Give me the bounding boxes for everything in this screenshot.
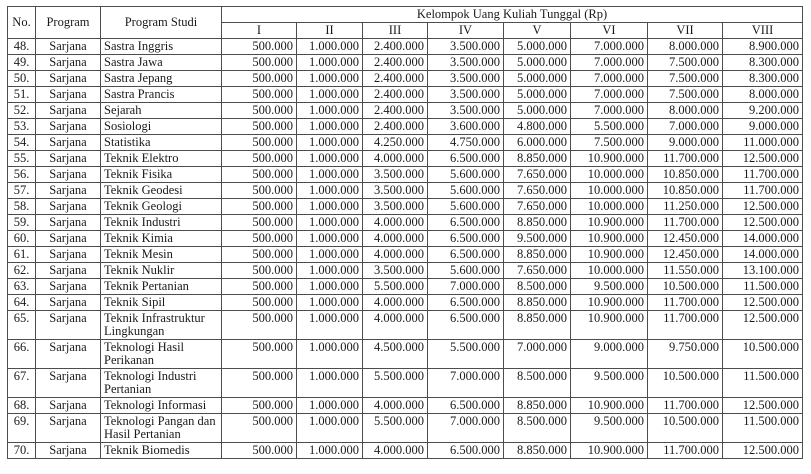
- cell-ukt-V: 5.000.000: [504, 55, 571, 71]
- cell-ukt-I: 500.000: [222, 263, 297, 279]
- cell-ukt-VI: 9.500.000: [571, 279, 648, 295]
- cell-ukt-VI: 9.500.000: [571, 369, 648, 398]
- cell-ukt-I: 500.000: [222, 135, 297, 151]
- cell-ukt-VI: 10.900.000: [571, 295, 648, 311]
- cell-ukt-VII: 10.850.000: [648, 167, 723, 183]
- cell-ukt-III: 2.400.000: [363, 39, 428, 55]
- cell-ukt-VII: 11.700.000: [648, 151, 723, 167]
- cell-ukt-VI: 7.000.000: [571, 103, 648, 119]
- cell-ukt-V: 7.650.000: [504, 199, 571, 215]
- cell-ukt-VII: 12.450.000: [648, 247, 723, 263]
- cell-ukt-IV: 6.500.000: [428, 247, 504, 263]
- cell-ukt-VI: 9.500.000: [571, 414, 648, 443]
- cell-ukt-VIII: 12.500.000: [723, 215, 803, 231]
- cell-ukt-IV: 6.500.000: [428, 311, 504, 340]
- table-row: [8, 215, 803, 231]
- cell-ukt-VIII: 12.500.000: [723, 151, 803, 167]
- cell-program-studi: Statistika: [101, 135, 222, 151]
- cell-program-studi: Teknik Pertanian: [101, 279, 222, 295]
- table-row: [8, 340, 803, 369]
- cell-no: 61.: [8, 247, 36, 263]
- cell-ukt-VIII: 13.100.000: [723, 263, 803, 279]
- cell-ukt-VI: 10.900.000: [571, 398, 648, 414]
- cell-ukt-II: 1.000.000: [297, 135, 363, 151]
- cell-ukt-VIII: 14.000.000: [723, 247, 803, 263]
- cell-ukt-II: 1.000.000: [297, 167, 363, 183]
- cell-ukt-IV: 3.500.000: [428, 71, 504, 87]
- cell-no: 48.: [8, 39, 36, 55]
- table-row: [8, 279, 803, 295]
- cell-program-studi: Teknik Nuklir: [101, 263, 222, 279]
- cell-no: 62.: [8, 263, 36, 279]
- cell-ukt-I: 500.000: [222, 231, 297, 247]
- cell-program: Sarjana: [36, 295, 101, 311]
- table-row: [8, 295, 803, 311]
- cell-program-studi: Sastra Inggris: [101, 39, 222, 55]
- cell-program-studi: Teknik Elektro: [101, 151, 222, 167]
- cell-ukt-IV: 6.500.000: [428, 215, 504, 231]
- cell-ukt-III: 4.000.000: [363, 215, 428, 231]
- cell-ukt-VI: 9.000.000: [571, 340, 648, 369]
- cell-ukt-VIII: 11.700.000: [723, 183, 803, 199]
- cell-ukt-VII: 7.500.000: [648, 55, 723, 71]
- col-header-ukt-group: Kelompok Uang Kuliah Tunggal (Rp): [222, 7, 803, 23]
- cell-ukt-VI: 10.000.000: [571, 263, 648, 279]
- col-header-level-VIII: VIII: [723, 23, 803, 39]
- table-row: [8, 443, 803, 459]
- cell-ukt-I: 500.000: [222, 311, 297, 340]
- cell-program: Sarjana: [36, 369, 101, 398]
- cell-ukt-VII: 7.500.000: [648, 87, 723, 103]
- col-header-program-studi: Program Studi: [101, 7, 222, 39]
- cell-ukt-IV: 6.500.000: [428, 295, 504, 311]
- cell-program: Sarjana: [36, 183, 101, 199]
- cell-ukt-VII: 10.500.000: [648, 414, 723, 443]
- table-row: [8, 39, 803, 55]
- cell-ukt-II: 1.000.000: [297, 71, 363, 87]
- col-header-level-III: III: [363, 23, 428, 39]
- cell-ukt-III: 4.000.000: [363, 151, 428, 167]
- cell-ukt-V: 7.650.000: [504, 263, 571, 279]
- cell-ukt-VI: 10.000.000: [571, 199, 648, 215]
- cell-ukt-II: 1.000.000: [297, 151, 363, 167]
- cell-ukt-VII: 10.500.000: [648, 369, 723, 398]
- cell-ukt-VIII: 11.000.000: [723, 135, 803, 151]
- cell-program-studi: Teknik Industri: [101, 215, 222, 231]
- cell-ukt-VI: 7.500.000: [571, 135, 648, 151]
- cell-ukt-VI: 7.000.000: [571, 55, 648, 71]
- cell-ukt-I: 500.000: [222, 443, 297, 459]
- cell-ukt-III: 2.400.000: [363, 119, 428, 135]
- col-header-no: No.: [8, 7, 36, 39]
- cell-ukt-VI: 5.500.000: [571, 119, 648, 135]
- table-row: [8, 103, 803, 119]
- cell-ukt-I: 500.000: [222, 151, 297, 167]
- cell-no: 59.: [8, 215, 36, 231]
- cell-ukt-VII: 11.700.000: [648, 443, 723, 459]
- cell-ukt-III: 2.400.000: [363, 71, 428, 87]
- cell-ukt-IV: 6.500.000: [428, 231, 504, 247]
- cell-ukt-VII: 8.000.000: [648, 103, 723, 119]
- table-row: [8, 369, 803, 398]
- col-header-level-II: II: [297, 23, 363, 39]
- cell-ukt-II: 1.000.000: [297, 119, 363, 135]
- cell-program: Sarjana: [36, 414, 101, 443]
- cell-ukt-II: 1.000.000: [297, 279, 363, 295]
- cell-ukt-VII: 8.000.000: [648, 39, 723, 55]
- cell-ukt-VIII: 8.000.000: [723, 87, 803, 103]
- cell-ukt-IV: 6.500.000: [428, 151, 504, 167]
- cell-ukt-IV: 5.600.000: [428, 183, 504, 199]
- cell-no: 60.: [8, 231, 36, 247]
- table-row: [8, 311, 803, 340]
- cell-ukt-IV: 5.600.000: [428, 263, 504, 279]
- cell-ukt-VIII: 12.500.000: [723, 311, 803, 340]
- cell-ukt-II: 1.000.000: [297, 103, 363, 119]
- cell-ukt-VII: 10.850.000: [648, 183, 723, 199]
- cell-ukt-II: 1.000.000: [297, 340, 363, 369]
- cell-ukt-V: 5.000.000: [504, 87, 571, 103]
- cell-ukt-III: 2.400.000: [363, 55, 428, 71]
- cell-program: Sarjana: [36, 340, 101, 369]
- cell-ukt-VIII: 12.500.000: [723, 443, 803, 459]
- cell-ukt-VII: 11.700.000: [648, 295, 723, 311]
- cell-ukt-IV: 3.500.000: [428, 39, 504, 55]
- cell-ukt-VI: 10.900.000: [571, 231, 648, 247]
- cell-program-studi: Teknik Geodesi: [101, 183, 222, 199]
- cell-ukt-V: 8.850.000: [504, 295, 571, 311]
- cell-ukt-I: 500.000: [222, 119, 297, 135]
- cell-ukt-II: 1.000.000: [297, 295, 363, 311]
- cell-ukt-IV: 3.500.000: [428, 55, 504, 71]
- cell-ukt-VI: 10.900.000: [571, 443, 648, 459]
- cell-ukt-II: 1.000.000: [297, 263, 363, 279]
- cell-ukt-IV: 7.000.000: [428, 279, 504, 295]
- cell-ukt-I: 500.000: [222, 215, 297, 231]
- cell-ukt-V: 7.650.000: [504, 167, 571, 183]
- cell-program-studi: Sastra Prancis: [101, 87, 222, 103]
- cell-program-studi: Sejarah: [101, 103, 222, 119]
- cell-program-studi: Teknologi Industri Pertanian: [101, 369, 222, 398]
- cell-ukt-IV: 5.600.000: [428, 167, 504, 183]
- cell-ukt-III: 4.000.000: [363, 398, 428, 414]
- cell-ukt-II: 1.000.000: [297, 39, 363, 55]
- cell-program: Sarjana: [36, 263, 101, 279]
- cell-ukt-III: 5.500.000: [363, 279, 428, 295]
- cell-ukt-VIII: 9.200.000: [723, 103, 803, 119]
- cell-ukt-III: 3.500.000: [363, 263, 428, 279]
- cell-no: 54.: [8, 135, 36, 151]
- cell-ukt-III: 3.500.000: [363, 199, 428, 215]
- cell-ukt-VIII: 12.500.000: [723, 398, 803, 414]
- cell-ukt-I: 500.000: [222, 87, 297, 103]
- cell-ukt-I: 500.000: [222, 39, 297, 55]
- cell-ukt-III: 2.400.000: [363, 87, 428, 103]
- cell-ukt-I: 500.000: [222, 71, 297, 87]
- cell-ukt-V: 7.650.000: [504, 183, 571, 199]
- cell-no: 55.: [8, 151, 36, 167]
- cell-ukt-V: 8.850.000: [504, 247, 571, 263]
- cell-ukt-II: 1.000.000: [297, 247, 363, 263]
- cell-ukt-I: 500.000: [222, 103, 297, 119]
- cell-ukt-VII: 7.000.000: [648, 119, 723, 135]
- cell-ukt-VIII: 11.500.000: [723, 369, 803, 398]
- cell-ukt-III: 2.400.000: [363, 103, 428, 119]
- cell-ukt-II: 1.000.000: [297, 183, 363, 199]
- table-row: [8, 135, 803, 151]
- cell-program: Sarjana: [36, 167, 101, 183]
- cell-ukt-VII: 7.500.000: [648, 71, 723, 87]
- cell-ukt-V: 8.850.000: [504, 443, 571, 459]
- table-row: [8, 231, 803, 247]
- cell-program: Sarjana: [36, 231, 101, 247]
- cell-ukt-V: 8.850.000: [504, 398, 571, 414]
- cell-ukt-I: 500.000: [222, 369, 297, 398]
- cell-program: Sarjana: [36, 398, 101, 414]
- cell-ukt-VII: 11.250.000: [648, 199, 723, 215]
- cell-program: Sarjana: [36, 55, 101, 71]
- cell-ukt-VIII: 11.700.000: [723, 167, 803, 183]
- cell-program: Sarjana: [36, 87, 101, 103]
- cell-ukt-VII: 11.700.000: [648, 215, 723, 231]
- cell-ukt-IV: 3.500.000: [428, 103, 504, 119]
- table-row: [8, 414, 803, 443]
- cell-ukt-I: 500.000: [222, 279, 297, 295]
- cell-no: 58.: [8, 199, 36, 215]
- cell-no: 69.: [8, 414, 36, 443]
- cell-ukt-VII: 9.000.000: [648, 135, 723, 151]
- cell-ukt-III: 4.000.000: [363, 311, 428, 340]
- cell-program: Sarjana: [36, 311, 101, 340]
- table-header: [8, 7, 803, 39]
- cell-program: Sarjana: [36, 151, 101, 167]
- cell-ukt-V: 8.850.000: [504, 311, 571, 340]
- cell-ukt-VI: 10.900.000: [571, 311, 648, 340]
- cell-ukt-I: 500.000: [222, 340, 297, 369]
- cell-ukt-VIII: 14.000.000: [723, 231, 803, 247]
- cell-ukt-II: 1.000.000: [297, 55, 363, 71]
- table-row: [8, 247, 803, 263]
- cell-ukt-V: 5.000.000: [504, 103, 571, 119]
- cell-ukt-I: 500.000: [222, 414, 297, 443]
- cell-ukt-I: 500.000: [222, 247, 297, 263]
- cell-ukt-I: 500.000: [222, 199, 297, 215]
- cell-ukt-III: 4.500.000: [363, 340, 428, 369]
- table-row: [8, 199, 803, 215]
- cell-ukt-II: 1.000.000: [297, 311, 363, 340]
- cell-program-studi: Sastra Jawa: [101, 55, 222, 71]
- cell-ukt-V: 9.500.000: [504, 231, 571, 247]
- cell-ukt-VI: 7.000.000: [571, 71, 648, 87]
- cell-ukt-II: 1.000.000: [297, 369, 363, 398]
- cell-program-studi: Teknologi Pangan dan Hasil Pertanian: [101, 414, 222, 443]
- table-body: [8, 39, 803, 459]
- cell-program: Sarjana: [36, 71, 101, 87]
- cell-ukt-V: 8.500.000: [504, 279, 571, 295]
- cell-no: 49.: [8, 55, 36, 71]
- cell-ukt-VI: 10.900.000: [571, 247, 648, 263]
- cell-ukt-III: 4.000.000: [363, 247, 428, 263]
- cell-ukt-VIII: 11.500.000: [723, 279, 803, 295]
- cell-ukt-III: 3.500.000: [363, 183, 428, 199]
- cell-ukt-II: 1.000.000: [297, 231, 363, 247]
- cell-program-studi: Teknik Kimia: [101, 231, 222, 247]
- cell-ukt-V: 5.000.000: [504, 39, 571, 55]
- cell-ukt-VI: 10.000.000: [571, 167, 648, 183]
- cell-ukt-III: 4.000.000: [363, 443, 428, 459]
- cell-ukt-VI: 10.900.000: [571, 151, 648, 167]
- cell-ukt-VIII: 11.500.000: [723, 414, 803, 443]
- cell-no: 67.: [8, 369, 36, 398]
- cell-no: 70.: [8, 443, 36, 459]
- cell-no: 57.: [8, 183, 36, 199]
- col-header-program: Program: [36, 7, 101, 39]
- cell-program-studi: Teknologi Informasi: [101, 398, 222, 414]
- cell-ukt-III: 3.500.000: [363, 167, 428, 183]
- cell-program-studi: Sosiologi: [101, 119, 222, 135]
- table-row: [8, 119, 803, 135]
- cell-program: Sarjana: [36, 199, 101, 215]
- cell-ukt-II: 1.000.000: [297, 199, 363, 215]
- cell-ukt-V: 5.000.000: [504, 71, 571, 87]
- cell-program: Sarjana: [36, 443, 101, 459]
- table-row: [8, 263, 803, 279]
- cell-ukt-VII: 9.750.000: [648, 340, 723, 369]
- table-row: [8, 398, 803, 414]
- cell-ukt-IV: 5.500.000: [428, 340, 504, 369]
- cell-program-studi: Teknik Geologi: [101, 199, 222, 215]
- cell-ukt-VII: 10.500.000: [648, 279, 723, 295]
- cell-ukt-V: 8.850.000: [504, 151, 571, 167]
- cell-ukt-I: 500.000: [222, 167, 297, 183]
- cell-program: Sarjana: [36, 135, 101, 151]
- cell-ukt-III: 4.000.000: [363, 295, 428, 311]
- cell-no: 65.: [8, 311, 36, 340]
- cell-ukt-V: 8.850.000: [504, 215, 571, 231]
- cell-ukt-V: 6.000.000: [504, 135, 571, 151]
- cell-program: Sarjana: [36, 103, 101, 119]
- table-row: [8, 55, 803, 71]
- tuition-fee-table: [7, 6, 803, 459]
- cell-program-studi: Teknik Fisika: [101, 167, 222, 183]
- cell-ukt-III: 4.000.000: [363, 231, 428, 247]
- col-header-level-VII: VII: [648, 23, 723, 39]
- cell-no: 64.: [8, 295, 36, 311]
- cell-no: 52.: [8, 103, 36, 119]
- col-header-level-VI: VI: [571, 23, 648, 39]
- cell-ukt-VIII: 12.500.000: [723, 295, 803, 311]
- cell-no: 63.: [8, 279, 36, 295]
- cell-no: 68.: [8, 398, 36, 414]
- cell-ukt-III: 5.500.000: [363, 369, 428, 398]
- cell-ukt-V: 8.500.000: [504, 369, 571, 398]
- cell-ukt-VII: 12.450.000: [648, 231, 723, 247]
- cell-ukt-I: 500.000: [222, 183, 297, 199]
- cell-ukt-VII: 11.700.000: [648, 311, 723, 340]
- cell-ukt-IV: 6.500.000: [428, 398, 504, 414]
- cell-ukt-VII: 11.700.000: [648, 398, 723, 414]
- cell-program: Sarjana: [36, 39, 101, 55]
- cell-no: 51.: [8, 87, 36, 103]
- cell-ukt-V: 7.000.000: [504, 340, 571, 369]
- cell-program: Sarjana: [36, 247, 101, 263]
- header-row-main: [8, 7, 803, 23]
- cell-program-studi: Teknik Mesin: [101, 247, 222, 263]
- cell-ukt-I: 500.000: [222, 295, 297, 311]
- cell-ukt-VI: 7.000.000: [571, 39, 648, 55]
- table-row: [8, 71, 803, 87]
- cell-ukt-II: 1.000.000: [297, 215, 363, 231]
- cell-ukt-II: 1.000.000: [297, 414, 363, 443]
- cell-ukt-IV: 7.000.000: [428, 414, 504, 443]
- cell-program-studi: Teknik Biomedis: [101, 443, 222, 459]
- cell-ukt-IV: 3.600.000: [428, 119, 504, 135]
- cell-program-studi: Sastra Jepang: [101, 71, 222, 87]
- table-row: [8, 151, 803, 167]
- cell-ukt-VI: 7.000.000: [571, 87, 648, 103]
- cell-ukt-I: 500.000: [222, 55, 297, 71]
- cell-program: Sarjana: [36, 279, 101, 295]
- cell-ukt-VIII: 8.300.000: [723, 71, 803, 87]
- cell-ukt-VIII: 12.500.000: [723, 199, 803, 215]
- cell-ukt-VIII: 8.900.000: [723, 39, 803, 55]
- cell-no: 53.: [8, 119, 36, 135]
- cell-program: Sarjana: [36, 119, 101, 135]
- cell-ukt-VIII: 9.000.000: [723, 119, 803, 135]
- col-header-level-V: V: [504, 23, 571, 39]
- cell-ukt-IV: 6.500.000: [428, 443, 504, 459]
- cell-no: 50.: [8, 71, 36, 87]
- cell-no: 56.: [8, 167, 36, 183]
- cell-program-studi: Teknologi Hasil Perikanan: [101, 340, 222, 369]
- col-header-level-I: I: [222, 23, 297, 39]
- cell-ukt-IV: 4.750.000: [428, 135, 504, 151]
- cell-ukt-VI: 10.900.000: [571, 215, 648, 231]
- cell-ukt-VIII: 8.300.000: [723, 55, 803, 71]
- cell-ukt-VII: 11.550.000: [648, 263, 723, 279]
- table-row: [8, 183, 803, 199]
- cell-ukt-III: 5.500.000: [363, 414, 428, 443]
- cell-no: 66.: [8, 340, 36, 369]
- cell-program-studi: Teknik Sipil: [101, 295, 222, 311]
- cell-ukt-VI: 10.000.000: [571, 183, 648, 199]
- cell-ukt-II: 1.000.000: [297, 87, 363, 103]
- cell-program-studi: Teknik Infrastruktur Lingkungan: [101, 311, 222, 340]
- col-header-level-IV: IV: [428, 23, 504, 39]
- cell-ukt-VIII: 10.500.000: [723, 340, 803, 369]
- cell-ukt-IV: 7.000.000: [428, 369, 504, 398]
- table-row: [8, 87, 803, 103]
- cell-ukt-IV: 3.500.000: [428, 87, 504, 103]
- table-row: [8, 167, 803, 183]
- cell-ukt-V: 8.500.000: [504, 414, 571, 443]
- cell-ukt-II: 1.000.000: [297, 443, 363, 459]
- cell-ukt-V: 4.800.000: [504, 119, 571, 135]
- cell-ukt-IV: 5.600.000: [428, 199, 504, 215]
- cell-ukt-III: 4.250.000: [363, 135, 428, 151]
- cell-ukt-II: 1.000.000: [297, 398, 363, 414]
- cell-ukt-I: 500.000: [222, 398, 297, 414]
- cell-program: Sarjana: [36, 215, 101, 231]
